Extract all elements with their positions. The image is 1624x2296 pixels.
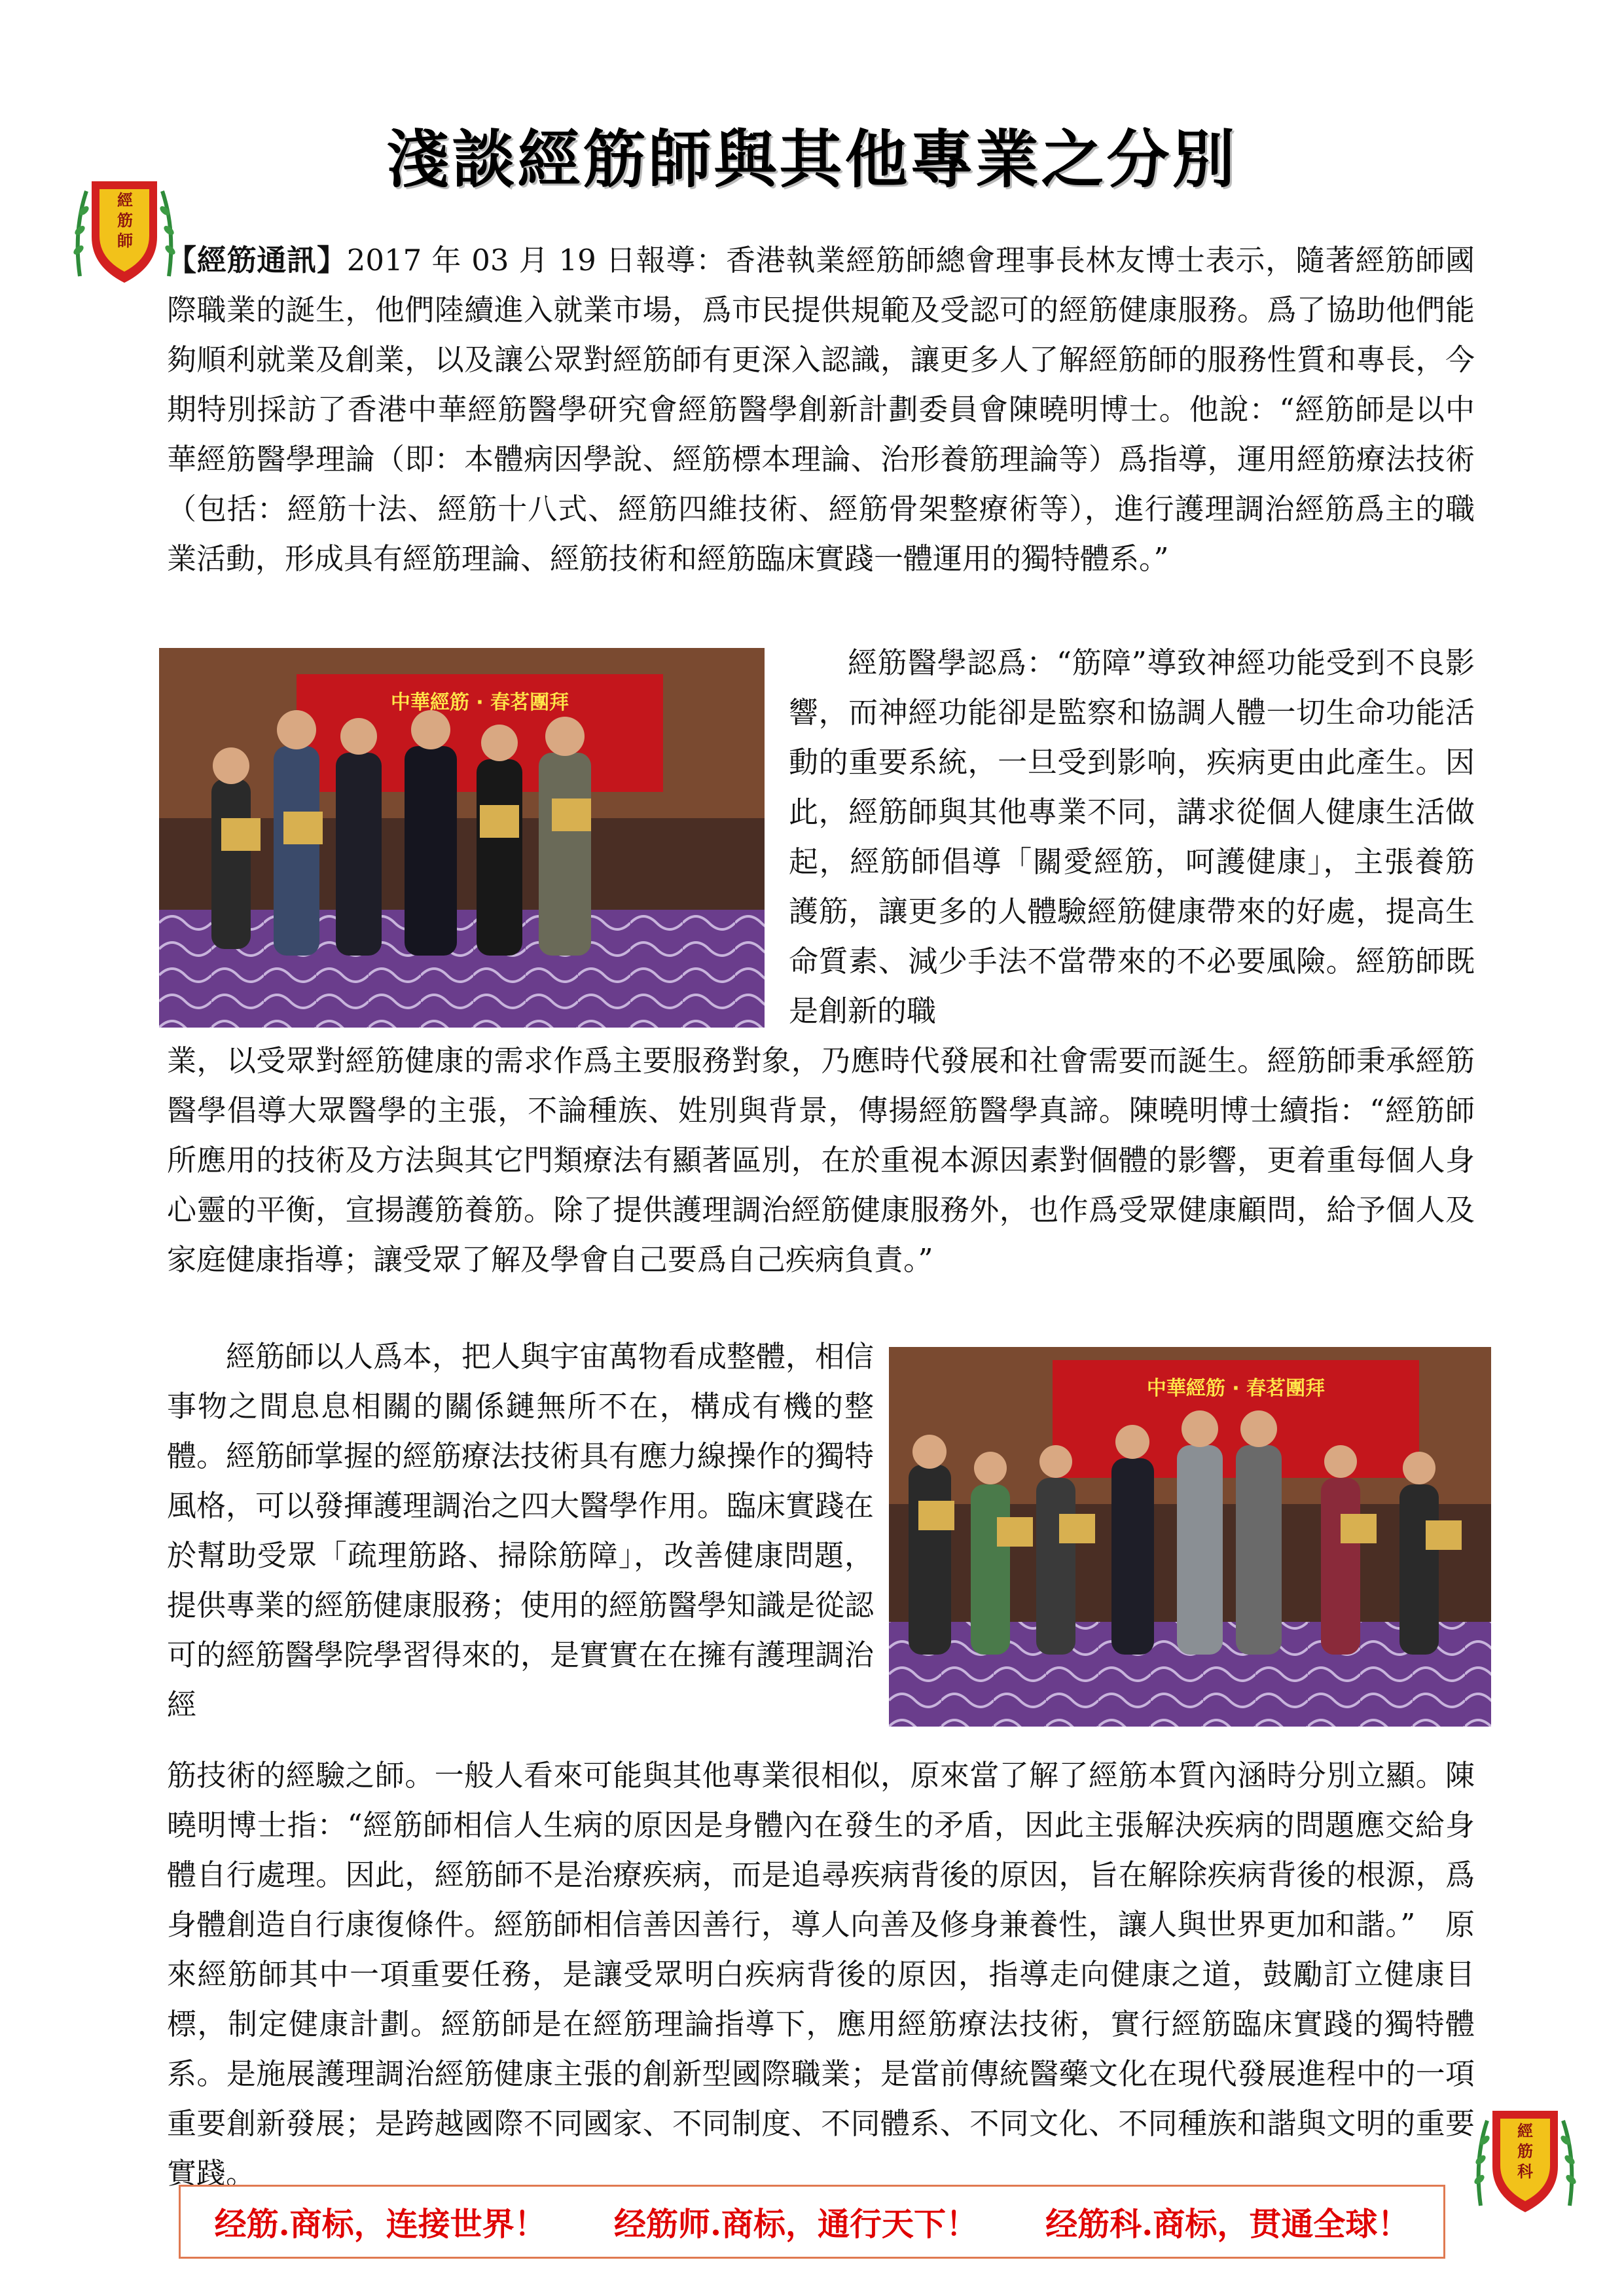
shield-logo-bottom-text: 經筋科	[1517, 2121, 1533, 2181]
slogan-2: 经筋师.商标，通行天下！	[613, 2204, 979, 2243]
group-photo-2	[889, 1347, 1491, 1727]
slogan-box	[179, 2185, 1445, 2259]
para2-full: 業，以受眾對經筋健康的需求作爲主要服務對象，乃應時代發展和社會需要而誕生。經筋師秉承經筋醫學倡導大眾醫學的主張，不論種族、姓別與背景，傳揚經筋醫學真諦。陳曉明博士續指：“經筋師所應用的技術及方法與其它門類療法有顯著區別，在於重視本源因素對個體的影響，更着重每個人身心靈的平衡，宣揚護筋養筋。除了提供護理調治經筋健康服務外，也作爲受眾健康顧問，給予個人及家庭健康指導；讓受眾了解及學會自己要爲自己疾病負責。”	[167, 1043, 1475, 1277]
photo2-banner-text: 中華經筋 · 春茗團拜	[1146, 1377, 1326, 1400]
shield-logo-top-text: 經筋師	[117, 190, 133, 250]
intro-text: 2017 年 03 月 19 日報導：香港執業經筋師總會理事長林友博士表示，隨著經筋師國際職業的誕生，他們陸續進入就業市場，爲市民提供規範及受認可的經筋健康服務。爲了協助他們能夠順利就業及創業，以及讓公眾對經筋師有更深入認識，讓更多人了解經筋師的服務性質和專長，今期特別採訪了香港中華經筋醫學研究會經筋醫學創新計劃委員會陳曉明博士。他說：“經筋師是以中華經筋醫學理論（即：本體病因學說、經筋標本理論、治形養筋理論等）爲指導，運用經筋療法技術（包括：經筋十法、經筋十八式、經筋四維技術、經筋骨架整療術等），進行護理調治經筋爲主的職業活動，形成具有經筋理論、經筋技術和經筋臨床實踐一體運用的獨特體系。”	[167, 243, 1475, 576]
intro-lead: 【經筋通訊】	[167, 243, 347, 278]
slogan-1: 经筋.商标，连接世界！	[214, 2204, 547, 2243]
para3-full: 筋技術的經驗之師。一般人看來可能與其他專業很相似，原來當了解了經筋本質內涵時分別立顯。陳曉明博士指：“經筋師相信人生病的原因是身體內在發生的矛盾，因此主張解決疾病的問題應交給身體自行處理。因此，經筋師不是治療疾病，而是追尋疾病背後的原因，旨在解除疾病背後的根源，爲身體創造自行康復條件。經筋師相信善因善行，導人向善及修身兼養性，讓人與世界更加和諧。” 原來經筋師其中一項重要任務，是讓受眾明白疾病背後的原因，指導走向健康之道，鼓勵訂立健康目標，制定健康計劃。經筋師是在經筋理論指導下，應用經筋療法技術，實行經筋臨床實踐的獨特體系。是施展護理調治經筋健康主張的創新型國際職業；是當前傳統醫藥文化在現代發展進程中的一項重要創新發展；是跨越國際不同國家、不同制度、不同體系、不同文化、不同種族和諧與文明的重要實踐。	[167, 1758, 1475, 2191]
photo1-banner-text: 中華經筋 · 春茗團拜	[390, 691, 569, 714]
para3-side: 經筋師以人爲本，把人與宇宙萬物看成整體，相信事物之間息息相關的關係鏈無所不在，構成有機的整體。經筋師掌握的經筋療法技術具有應力線操作的獨特風格，可以發揮護理調治之四大醫學作用。臨床實踐在於幫助受眾「疏理筋路、掃除筋障」，改善健康問題，提供專業的經筋健康服務；使用的經筋醫學知識是從認可的經筋醫學院學習得來的，是實實在在擁有護理調治經	[167, 1339, 875, 1722]
intro-paragraph	[167, 236, 1475, 584]
slogan-3: 经筋科.商标，贯通全球！	[1045, 2204, 1410, 2243]
group-photo-1	[159, 648, 765, 1028]
page-title: 淺談經筋師與其他專業之分別	[386, 123, 1238, 196]
para2-side: 經筋醫學認爲：“筋障”導致神經功能受到不良影響，而神經功能卻是監察和協調人體一切生命功能活動的重要系統，一旦受到影响，疾病更由此產生。因此，經筋師與其他專業不同，講求從個人健康生活做起，經筋師倡導「關愛經筋，呵護健康」，主張養筋護筋，讓更多的人體驗經筋健康帶來的好處，提高生命質素、減少手法不當帶來的不必要風險。經筋師既是創新的職	[789, 645, 1475, 1028]
